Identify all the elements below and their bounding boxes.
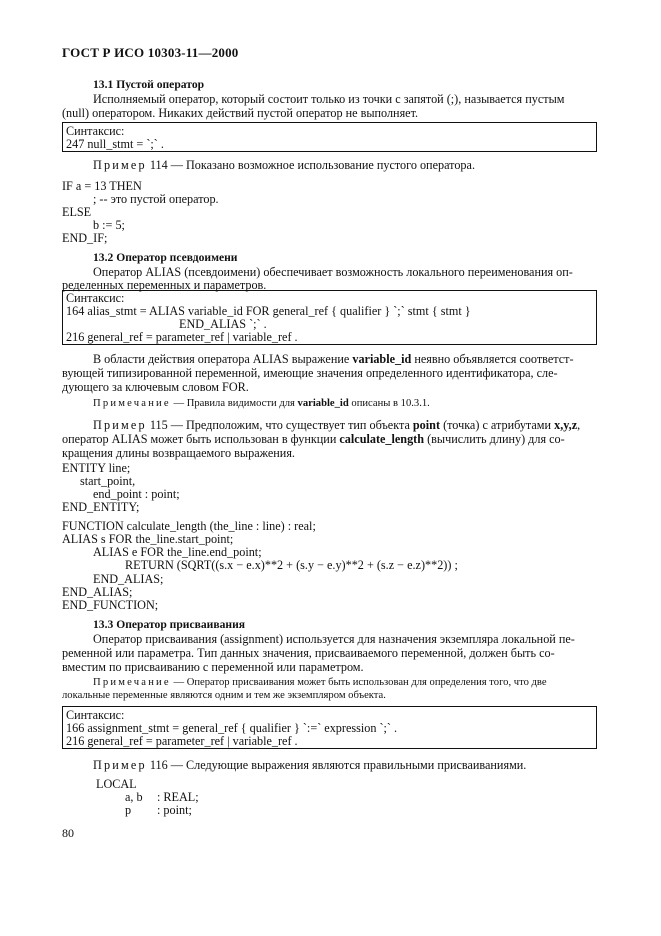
identifier: variable_id	[352, 352, 412, 366]
code-line: FUNCTION calculate_length (the_line : line) : real;	[62, 519, 316, 533]
s132-paragraph-line-5: дующего за ключевым словом FOR.	[62, 380, 249, 394]
code-line: p	[125, 803, 132, 817]
code-line: start_point,	[80, 474, 136, 488]
code-line: ; -- это пустой оператор.	[93, 192, 219, 206]
text: В области действия оператора ALIAS выражение	[93, 352, 353, 366]
code-line: ELSE	[62, 205, 92, 219]
text: (вычислить длину) для со-	[424, 432, 565, 446]
s133-syntax-box	[62, 706, 597, 749]
identifier: x,y,z	[554, 418, 578, 432]
text: (точка) с атрибутами	[440, 418, 555, 432]
code-line: : point;	[157, 803, 192, 817]
syntax-rule-164: 164 alias_stmt = ALIAS variable_id FOR general_ref { qualifier } `;` stmt { stmt }	[66, 304, 471, 318]
code-line: END_ALIAS;	[62, 585, 133, 599]
example-116	[93, 758, 526, 772]
code-line: ALIAS s FOR the_line.start_point;	[62, 532, 234, 546]
code-line: END_FUNCTION;	[62, 598, 159, 612]
example-text: 114 — Показано возможное использование пустого оператора.	[146, 158, 475, 172]
text: оператор ALIAS может быть использован в функции	[62, 432, 340, 446]
syntax-label: Синтаксис:	[66, 124, 125, 138]
s132-paragraph-line-3	[93, 352, 574, 366]
identifier: calculate_length	[339, 432, 425, 446]
code-line: a, b	[125, 790, 143, 804]
page-number: 80	[62, 826, 74, 840]
text: — Правила видимости для	[170, 398, 298, 409]
note-assignment-line-1	[93, 677, 547, 688]
example-label: Пример	[93, 758, 147, 772]
example-115-line-2	[62, 432, 565, 446]
syntax-rule-247: 247 null_stmt = `;` .	[66, 137, 164, 151]
code-line: RETURN (SQRT((s.x − e.x)**2 + (s.y − e.y)**2 + (s.z − e.z)**2)) ;	[125, 558, 458, 572]
example-label: Пример	[93, 158, 147, 172]
identifier: point	[412, 418, 441, 432]
text: ,	[577, 418, 581, 432]
note-label: Примечание	[93, 398, 171, 409]
text: 115 — Предположим, что существует тип объекта	[146, 418, 413, 432]
s133-paragraph-line-2: ременной или параметра. Тип данных значения, присваиваемого переменной, должен быть со-	[62, 646, 555, 660]
s131-syntax-box	[62, 122, 597, 152]
text: описаны в 10.3.1.	[348, 398, 430, 409]
code-line: END_ALIAS;	[93, 572, 164, 586]
code-line: : REAL;	[157, 790, 199, 804]
document-header: ГОСТ Р ИСО 10303-11—2000	[62, 45, 239, 60]
note-label: Примечание	[93, 677, 171, 688]
code-line: ALIAS e FOR the_line.end_point;	[93, 545, 262, 559]
code-line: END_ENTITY;	[62, 500, 140, 514]
text: неявно объявляется соответст-	[411, 352, 574, 366]
syntax-rule-166: 166 assignment_stmt = general_ref { qualifier } `:=` expression `;` .	[66, 721, 398, 735]
identifier: variable_id	[297, 398, 349, 409]
syntax-rule-216: 216 general_ref = parameter_ref | variable_ref .	[66, 330, 298, 344]
code-line: LOCAL	[96, 777, 137, 791]
section-13-3-title: 13.3 Оператор присваивания	[93, 618, 246, 631]
s132-paragraph-line-4: вующей типизированной переменной, имеющие значения определенного идентификатора, сле-	[62, 366, 558, 380]
section-13-1-title: 13.1 Пустой оператор	[93, 78, 205, 91]
example-114	[93, 158, 475, 172]
section-13-2-title: 13.2 Оператор псевдоимени	[93, 251, 238, 264]
syntax-rule-216: 216 general_ref = parameter_ref | variable_ref .	[66, 734, 298, 748]
code-line: IF a = 13 THEN	[62, 179, 142, 193]
s131-paragraph-line-2: (null) оператором. Никаких действий пустой оператор не выполняет.	[62, 106, 419, 120]
syntax-label: Синтаксис:	[66, 291, 125, 305]
syntax-label: Синтаксис:	[66, 708, 125, 722]
note-visibility	[93, 398, 430, 409]
s132-syntax-box	[62, 290, 597, 345]
s131-paragraph-line-1: Исполняемый оператор, который состоит только из точки с запятой (;), называется пустым	[93, 92, 565, 106]
code-line: end_point : point;	[93, 487, 180, 501]
text: — Оператор присваивания может быть использован для определения того, что две	[170, 677, 547, 688]
example-label: Пример	[93, 418, 147, 432]
s133-paragraph-line-1: Оператор присваивания (assignment) используется для назначения экземпляра локальной пе-	[93, 632, 575, 646]
s132-paragraph-line-1: Оператор ALIAS (псевдоимени) обеспечивает возможность локального переименования оп-	[93, 265, 573, 279]
code-line: b := 5;	[93, 218, 125, 232]
example-text: 116 — Следующие выражения являются правильными присваиваниями.	[146, 758, 527, 772]
code-line: END_IF;	[62, 231, 108, 245]
note-assignment-line-2: локальные переменные являются одним и тем же экземпляром объекта.	[62, 690, 386, 701]
s133-paragraph-line-3: вместим по присваиванию с переменной или параметром.	[62, 660, 364, 674]
example-115-line-3: кращения длины возвращаемого выражения.	[62, 446, 295, 460]
code-line: ENTITY line;	[62, 461, 131, 475]
example-115-line-1	[93, 418, 580, 432]
s132-paragraph-line-2: ределенных переменных и параметров.	[62, 278, 267, 292]
syntax-rule-164-cont: END_ALIAS `;` .	[179, 317, 267, 331]
